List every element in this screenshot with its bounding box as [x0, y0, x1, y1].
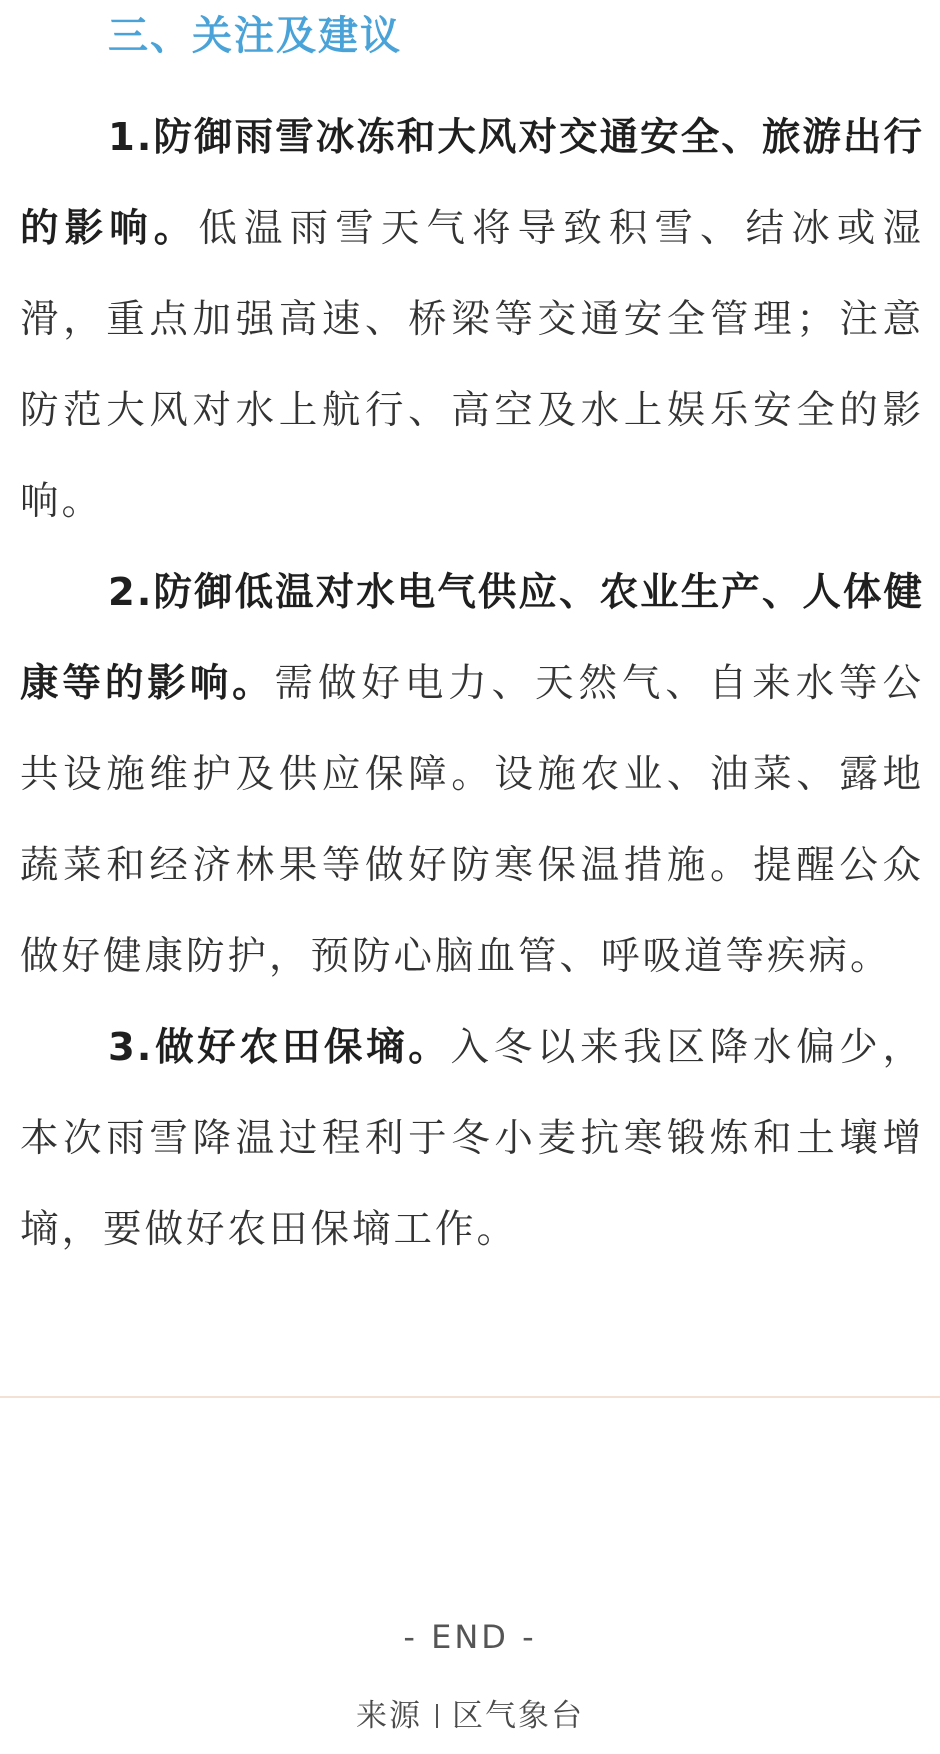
advice-paragraph-2: [20, 547, 924, 1002]
advice-paragraph-1: [20, 92, 924, 547]
advice-paragraph-3: [20, 1002, 924, 1275]
advice-2-body: 需做好电力、天然气、自来水等公共设施维护及供应保障。设施农业、油菜、露地蔬菜和经济林果等做好防寒保温措施。提醒公众做好健康防护，预防心脑血管、呼吸道等疾病。: [20, 661, 924, 979]
end-mark: - END -: [403, 1618, 537, 1656]
advice-1-lead: 1.防御雨雪冰冻和大风对交通安全、旅游出行的影响。: [20, 115, 924, 251]
advice-3-body: 入冬以来我区降水偏少，本次雨雪降温过程利于冬小麦抗寒锻炼和土壤增墒，要做好农田保墒工作。: [20, 1025, 924, 1252]
advice-3-lead: 3.做好农田保墒。: [108, 1025, 451, 1070]
source-separator: [436, 1704, 438, 1728]
article-content: [20, 0, 924, 1275]
source-value: 区气象台: [452, 1698, 584, 1734]
section-heading: 三、关注及建议: [108, 13, 402, 59]
section-divider: [0, 1396, 940, 1398]
advice-1-body: 低温雨雪天气将导致积雪、结冰或湿滑，重点加强高速、桥梁等交通安全管理；注意防范大风对水上航行、高空及水上娱乐安全的影响。: [20, 206, 924, 524]
source-label: 来源: [356, 1698, 422, 1734]
advice-2-lead: 2.防御低温对水电气供应、农业生产、人体健康等的影响。: [20, 570, 924, 706]
source-line: [0, 1690, 940, 1735]
